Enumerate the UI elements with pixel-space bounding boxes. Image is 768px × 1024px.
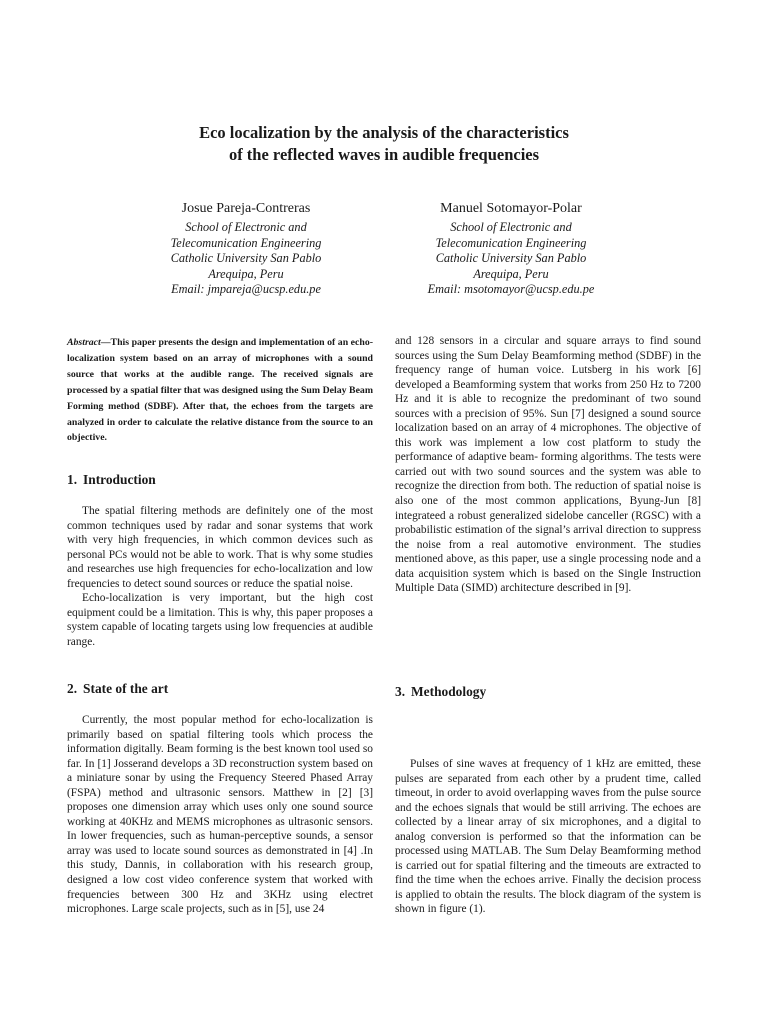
methodology-body — [395, 757, 701, 917]
section-number: 2. — [67, 681, 78, 696]
author-block-1 — [126, 200, 366, 298]
author-block-2 — [391, 200, 631, 298]
author-email: Email: jmpareja@ucsp.edu.pe — [171, 282, 321, 297]
author-affiliation-line: Catholic University San Pablo — [170, 251, 322, 266]
paper-title — [0, 122, 768, 166]
author-affiliation-line: School of Electronic and — [450, 220, 572, 234]
author-affiliation-line: Telecomunication Engineering — [435, 235, 587, 250]
section-heading-methodology — [395, 684, 486, 700]
author-name: Manuel Sotomayor-Polar — [440, 201, 582, 216]
author-affiliation-line: Telecomunication Engineering — [170, 235, 322, 250]
section-number: 3. — [395, 684, 406, 699]
state-of-the-art-continued — [395, 334, 701, 596]
paragraph: Currently, the most popular method for echo-localization is primarily based on spatial filtering tools which process the information digitally. Beam forming is the best known tool used so far. In [1] Josserand develops a 3D reconstruction system based on a miniature sonar by using the Frequency Steered Phased Array (FSPA) method and ultrasonic sensors. Matthew in [2] [3] proposes one dimension array which uses only one sound source working at 40KHz and MEMS microphones as ultrasonic sensors. In lower frequencies, such as human-perceptive sounds, a sensor array was used to locate sound sources as demonstrated in [4] .In this study, Dannis, in collaboration with his research group, designed a low cost video conference system that worked with frequencies between 300 Hz and 3KHz using electret microphones. Large scale projects, such as in [5], use 24 — [67, 714, 373, 916]
section-heading-state-of-the-art — [67, 681, 168, 697]
paragraph: Pulses of sine waves at frequency of 1 kHz are emitted, these pulses are separated from each other by a prudent time, called timeout, in order to avoid overlapping waves from the pulse source and the echoes signals that would be still arriving. The echoes are collected by a linear array of six microphones, and a digital to analog conversion is performed so that the information can be processed using MATLAB. The Sum Delay Beamforming method is carried out for spatial filtering and the timeouts are extracted to find the time when the echoes arrive. Finally the decision process is applied to obtain the results. The block diagram of the system is shown in figure (1). — [395, 758, 701, 916]
section-number: 1. — [67, 472, 78, 487]
section-title: Methodology — [411, 684, 487, 699]
author-affiliation-line: Catholic University San Pablo — [435, 251, 587, 266]
abstract — [67, 335, 373, 446]
section-heading-introduction — [67, 472, 156, 488]
abstract-lead: Abstract — [67, 337, 101, 348]
author-affiliation-line: School of Electronic and — [185, 220, 307, 234]
author-email: Email: msotomayor@ucsp.edu.pe — [427, 282, 595, 297]
author-affiliation-line: Arequipa, Peru — [473, 266, 549, 281]
state-of-the-art-body — [67, 713, 373, 917]
introduction-body — [67, 504, 373, 649]
paragraph: The spatial filtering methods are definitely one of the most common techniques used by radar and sonar systems that work with very high frequencies, in which common devices such as personal PCs would not be able to work. That is why some studies and researches use high frequencies for echo-localization and low frequencies to detect sound sources or reduce the spatial noise. — [67, 505, 373, 590]
author-name: Josue Pareja-Contreras — [181, 201, 311, 216]
paragraph: and 128 sensors in a circular and square arrays to find sound sources using the Sum Delay Beamforming method (SDBF) in the frequency range of human voice. Lutsberg in his work [6] developed a Beamforming system that works from 250 Hz to 7200 Hz and it is able to recognize the predominant of two sound sources with a precision of 95%. Sun [7] designed a sound source localization based on an array of 4 microphones. The objective of this work was implement a low cost platform to study the performance of adaptive beam- forming algorithms. The tests were carried out with two sound sources and the system was able to recognize the direction from both. The reduction of spatial noise is also one of the most common applications, Byung-Jun [8] integrateed a robust generalized sidelobe canceller (RGSC) with a probabilistic estimation of the signal’s arrival direction to suppress the noise from a real automotive environment. The studies mentioned above, as this paper, use a single processing node and a data acquisition system which is based on the Single Instruction Multiple Data (SIMD) architecture described in [9]. — [395, 335, 701, 595]
abstract-text: —This paper presents the design and implementation of an echo-localization system based on an array of microphones with a sound source that works at the audible range. The received signals are processed by a spatial filter that was designed using the Sum Delay Beam Forming method (SDBF). After that, the echoes from the targets are analyzed in order to calculate the relative distance from the source to an objective. — [67, 337, 373, 444]
paragraph: Echo-localization is very important, but the high cost equipment could be a limitation. This is why, this paper proposes a system capable of locating targets using low frequencies at audible range. — [67, 592, 373, 648]
section-title: State of the art — [83, 681, 169, 696]
title-line-1: Eco localization by the analysis of the characteristics — [199, 123, 569, 142]
author-affiliation-line: Arequipa, Peru — [208, 266, 284, 281]
title-line-2: of the reflected waves in audible frequencies — [228, 145, 540, 164]
section-title: Introduction — [83, 472, 156, 487]
